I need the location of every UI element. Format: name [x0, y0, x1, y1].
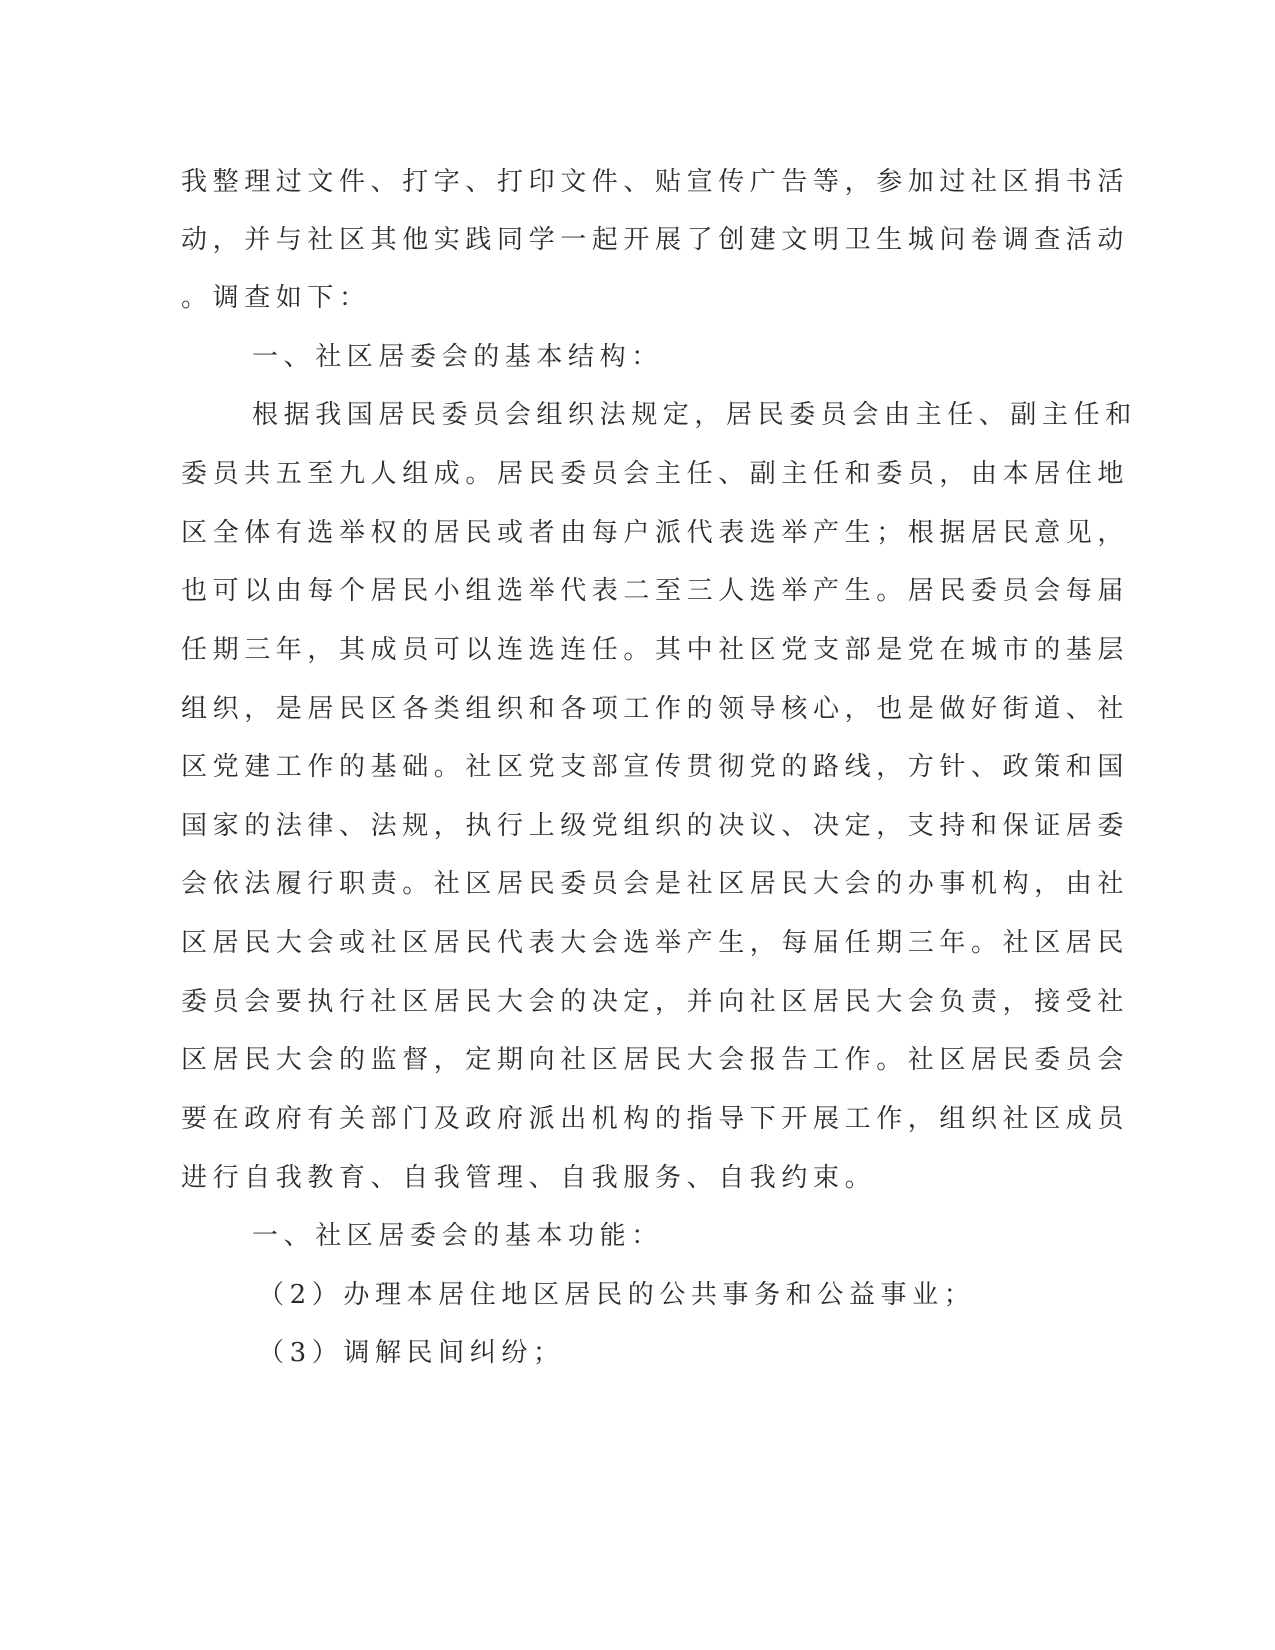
list-item: （3）调解民间纠纷； — [258, 1338, 565, 1368]
text-line: 区党建工作的基础。社区党支部宣传贯彻党的路线，方针、政策和国 — [181, 752, 1130, 782]
text-line: 也可以由每个居民小组选举代表二至三人选举产生。居民委员会每届 — [181, 576, 1130, 606]
list-item: （2）办理本居住地区居民的公共事务和公益事业； — [258, 1280, 976, 1310]
text-line: 国家的法律、法规，执行上级党组织的决议、决定，支持和保证居委 — [181, 811, 1130, 841]
text-line: 进行自我教育、自我管理、自我服务、自我约束。 — [181, 1163, 877, 1193]
text-line: 委员会要执行社区居民大会的决定，并向社区居民大会负责，接受社 — [181, 987, 1130, 1017]
text-line: 组织，是居民区各类组织和各项工作的领导核心，也是做好街道、社 — [181, 694, 1130, 724]
text-line: 区居民大会的监督，定期向社区居民大会报告工作。社区居民委员会 — [181, 1045, 1130, 1075]
text-line: 我整理过文件、打字、打印文件、贴宣传广告等，参加过社区捐书活 — [181, 167, 1130, 197]
text-line: 动，并与社区其他实践同学一起开展了创建文明卫生城问卷调查活动 — [181, 225, 1130, 255]
text-line: 要在政府有关部门及政府派出机构的指导下开展工作，组织社区成员 — [181, 1104, 1130, 1134]
text-line: 区居民大会或社区居民代表大会选举产生，每届任期三年。社区居民 — [181, 928, 1130, 958]
text-line: 根据我国居民委员会组织法规定，居民委员会由主任、副主任和 — [252, 400, 1137, 430]
section-heading: 一、社区居委会的基本结构： — [252, 342, 663, 372]
text-line: 会依法履行职责。社区居民委员会是社区居民大会的办事机构，由社 — [181, 869, 1130, 899]
section-heading: 一、社区居委会的基本功能： — [252, 1221, 663, 1251]
text-line: 。调查如下： — [181, 283, 371, 313]
text-line: 区全体有选举权的居民或者由每户派代表选举产生；根据居民意见， — [181, 518, 1130, 548]
text-line: 任期三年，其成员可以连选连任。其中社区党支部是党在城市的基层 — [181, 635, 1130, 665]
text-line: 委员共五至九人组成。居民委员会主任、副主任和委员，由本居住地 — [181, 459, 1130, 489]
